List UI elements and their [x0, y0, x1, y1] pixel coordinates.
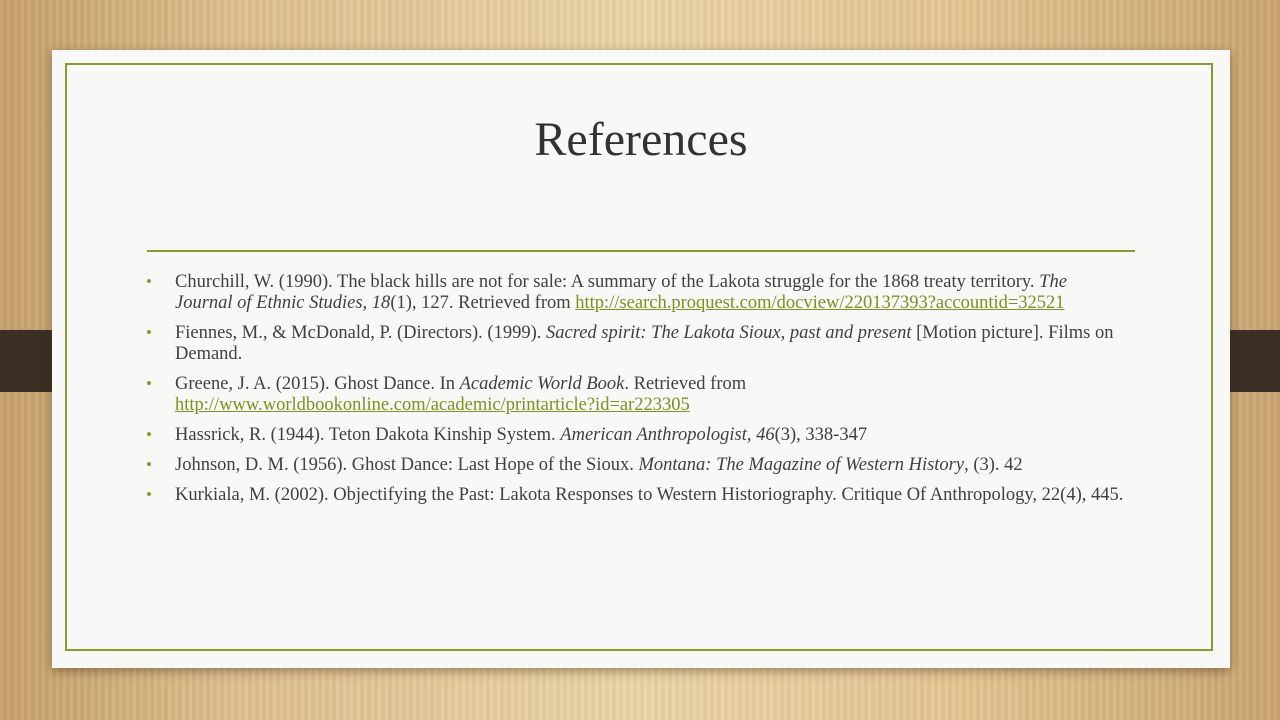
reference-link[interactable]: http://search.proquest.com/docview/220137393?accountid=32521 [575, 293, 1065, 313]
reference-source: Montana: The Magazine of Western History [638, 455, 965, 475]
reference-text: . Retrieved from [624, 374, 747, 394]
reference-text: Hassrick, R. (1944). Teton Dakota Kinship System. [175, 425, 561, 445]
reference-text: (1), 127. Retrieved from [390, 293, 576, 313]
bullet-icon: • [146, 272, 152, 291]
reference-source: Academic World Book [459, 374, 625, 394]
reference-text: Fiennes, M., & McDonald, P. (Directors). (1999). [175, 323, 546, 343]
slide [52, 50, 1230, 668]
reference-item [146, 272, 1126, 314]
reference-text: (3), 338-347 [774, 425, 868, 445]
reference-text: Johnson, D. M. (1956). Ghost Dance: Last Hope of the Sioux. [175, 455, 639, 475]
reference-item [146, 485, 1126, 506]
reference-source: Sacred spirit: The Lakota Sioux, past and present [545, 323, 912, 343]
bullet-icon: • [146, 323, 152, 342]
reference-source: American Anthropologist, 46 [560, 425, 775, 445]
reference-text: Kurkiala, M. (2002). Objectifying the Past: Lakota Responses to Western Historiography. Critique Of Anthropology, 22(4), 445. [175, 485, 1124, 505]
bullet-icon: • [146, 455, 152, 474]
bullet-icon: • [146, 485, 152, 504]
reference-text: [Motion picture]. Films on Demand. [175, 323, 1114, 364]
bullet-icon: • [146, 374, 152, 393]
reference-item [146, 374, 1126, 416]
bullet-icon: • [146, 425, 152, 444]
title-divider [147, 250, 1135, 252]
reference-list [146, 272, 1126, 515]
reference-text: Churchill, W. (1990). The black hills are not for sale: A summary of the Lakota struggle for the 1868 treaty territory. [175, 272, 1040, 292]
reference-item [146, 455, 1126, 476]
reference-source: The Journal of Ethnic Studies, 18 [175, 272, 1067, 313]
reference-link[interactable]: http://www.worldbookonline.com/academic/printarticle?id=ar223305 [175, 395, 690, 415]
reference-item [146, 323, 1126, 365]
slide-title: References [534, 113, 748, 166]
reference-text: , (3). 42 [964, 455, 1023, 475]
reference-item [146, 425, 1126, 446]
reference-text: Greene, J. A. (2015). Ghost Dance. In [175, 374, 460, 394]
